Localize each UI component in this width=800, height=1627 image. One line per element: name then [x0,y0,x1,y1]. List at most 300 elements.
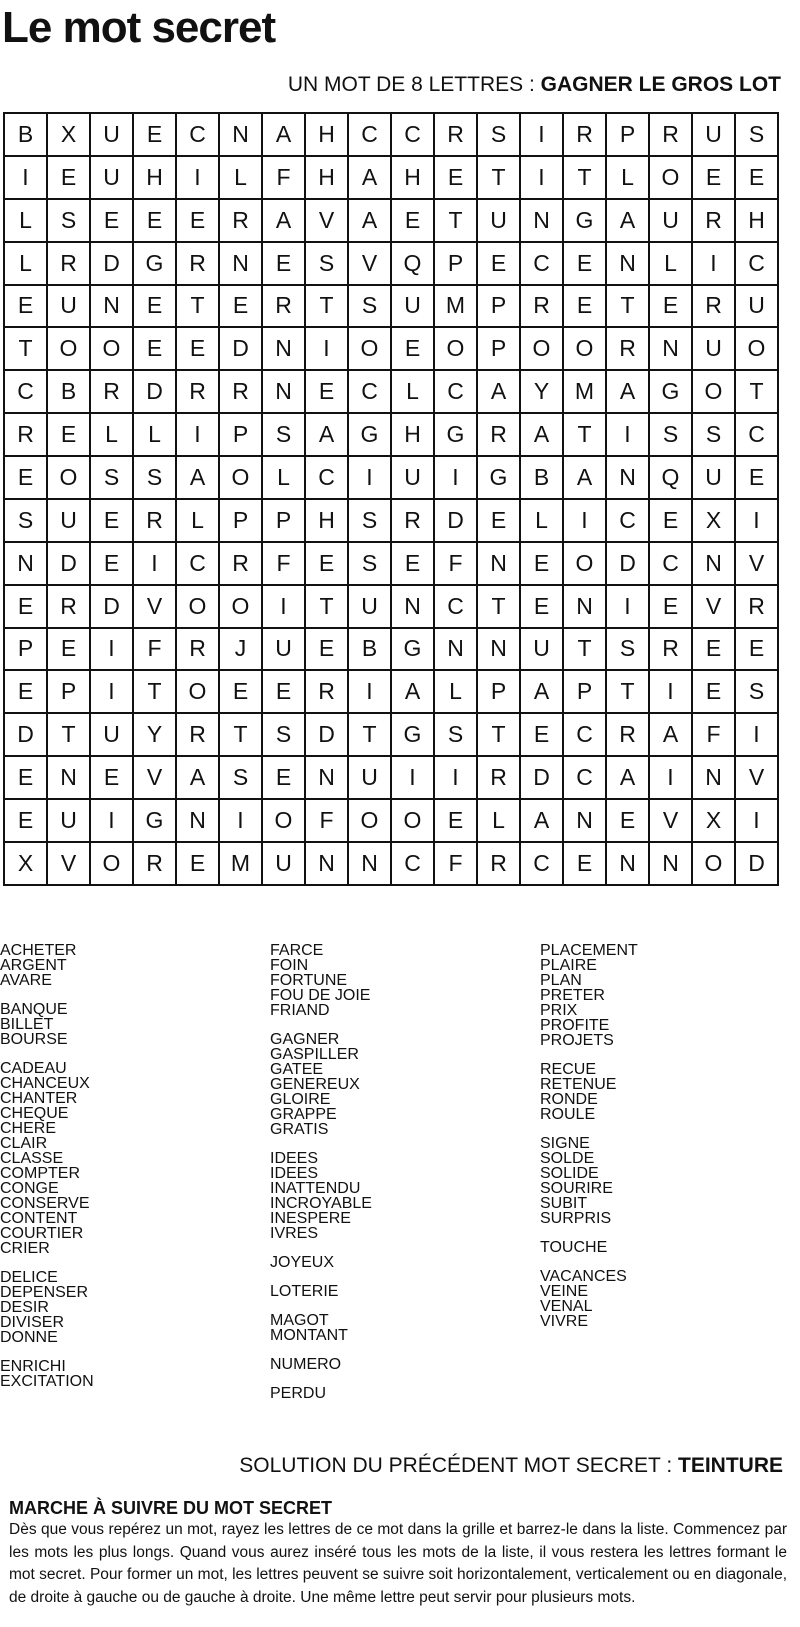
grid-cell[interactable]: E [735,156,778,199]
grid-cell[interactable]: N [649,842,692,885]
grid-cell[interactable]: R [606,713,649,756]
word-item[interactable]: ARGENT [0,957,67,974]
grid-cell[interactable]: D [520,756,563,799]
grid-cell[interactable]: P [219,413,262,456]
word-item[interactable]: BILLET [0,1016,54,1033]
grid-cell[interactable]: N [47,756,90,799]
word-item[interactable]: MONTANT [270,1327,348,1344]
grid-cell[interactable]: A [348,156,391,199]
grid-cell[interactable]: A [649,713,692,756]
grid-cell[interactable]: R [176,242,219,285]
grid-cell[interactable]: E [649,499,692,542]
grid-cell[interactable]: D [47,542,90,585]
grid-cell[interactable]: S [692,413,735,456]
grid-cell[interactable]: V [692,585,735,628]
grid-cell[interactable]: I [563,499,606,542]
grid-cell[interactable]: O [735,327,778,370]
grid-cell[interactable]: P [434,242,477,285]
grid-cell[interactable]: E [133,199,176,242]
grid-cell[interactable]: T [348,713,391,756]
grid-cell[interactable]: D [219,327,262,370]
grid-cell[interactable]: O [47,456,90,499]
word-item[interactable]: INATTENDU [270,1180,361,1197]
grid-cell[interactable]: A [606,199,649,242]
grid-cell[interactable]: S [477,113,520,156]
grid-cell[interactable]: C [735,413,778,456]
grid-cell[interactable]: A [606,756,649,799]
grid-cell[interactable]: U [262,842,305,885]
grid-cell[interactable]: N [563,799,606,842]
grid-cell[interactable]: P [606,113,649,156]
grid-cell[interactable]: R [735,585,778,628]
word-item[interactable]: GASPILLER [270,1046,359,1063]
word-item[interactable]: INCROYABLE [270,1195,372,1212]
grid-cell[interactable]: F [434,542,477,585]
grid-cell[interactable]: C [176,113,219,156]
grid-cell[interactable]: C [606,499,649,542]
grid-cell[interactable]: R [649,113,692,156]
word-item[interactable]: GRAPPE [270,1106,337,1123]
grid-cell[interactable]: A [348,199,391,242]
grid-cell[interactable]: H [735,199,778,242]
word-item[interactable]: ROULE [540,1106,596,1123]
grid-cell[interactable]: C [348,370,391,413]
grid-cell[interactable]: H [391,156,434,199]
grid-cell[interactable]: E [649,285,692,328]
grid-cell[interactable]: V [305,199,348,242]
grid-cell[interactable]: C [735,242,778,285]
word-item[interactable]: CHANTER [0,1090,78,1107]
grid-cell[interactable]: H [305,113,348,156]
grid-cell[interactable]: R [477,413,520,456]
word-item[interactable]: CLAIR [0,1135,48,1152]
grid-cell[interactable]: E [90,199,133,242]
grid-cell[interactable]: C [520,842,563,885]
grid-cell[interactable]: A [477,370,520,413]
word-item[interactable]: FRIAND [270,1002,330,1019]
grid-cell[interactable]: E [735,456,778,499]
grid-cell[interactable]: D [735,842,778,885]
grid-cell[interactable]: L [520,499,563,542]
grid-cell[interactable]: S [649,413,692,456]
grid-cell[interactable]: L [4,199,47,242]
word-item[interactable]: SUBIT [540,1195,588,1212]
word-item[interactable]: GLOIRE [270,1091,331,1108]
word-item[interactable]: FARCE [270,942,324,959]
grid-cell[interactable]: U [348,585,391,628]
grid-cell[interactable]: E [563,242,606,285]
grid-cell[interactable]: I [262,585,305,628]
grid-cell[interactable]: A [262,199,305,242]
word-item[interactable]: COURTIER [0,1225,84,1242]
grid-cell[interactable]: F [305,799,348,842]
grid-cell[interactable]: V [47,842,90,885]
grid-cell[interactable]: E [692,156,735,199]
word-item[interactable]: VENAL [540,1298,593,1315]
grid-cell[interactable]: E [47,628,90,671]
grid-cell[interactable]: I [90,799,133,842]
grid-cell[interactable]: E [90,756,133,799]
grid-cell[interactable]: T [305,285,348,328]
grid-cell[interactable]: T [4,327,47,370]
grid-cell[interactable]: N [305,842,348,885]
grid-cell[interactable]: I [649,670,692,713]
grid-cell[interactable]: T [563,413,606,456]
grid-cell[interactable]: V [649,799,692,842]
grid-cell[interactable]: E [520,713,563,756]
grid-cell[interactable]: Y [133,713,176,756]
grid-cell[interactable]: R [692,285,735,328]
word-item[interactable]: IDEES [270,1150,319,1167]
grid-cell[interactable]: E [262,756,305,799]
grid-cell[interactable]: F [262,542,305,585]
word-item[interactable]: PROFITE [540,1017,610,1034]
grid-cell[interactable]: R [47,242,90,285]
grid-cell[interactable]: R [176,713,219,756]
grid-cell[interactable]: S [262,713,305,756]
grid-cell[interactable]: E [606,799,649,842]
grid-cell[interactable]: O [176,670,219,713]
grid-cell[interactable]: G [434,413,477,456]
word-item[interactable]: CRIER [0,1240,50,1257]
grid-cell[interactable]: C [391,842,434,885]
grid-cell[interactable]: E [391,542,434,585]
grid-cell[interactable]: L [176,499,219,542]
word-item[interactable]: TOUCHE [540,1239,608,1256]
grid-cell[interactable]: D [434,499,477,542]
grid-cell[interactable]: Q [649,456,692,499]
grid-cell[interactable]: E [692,628,735,671]
grid-cell[interactable]: O [692,370,735,413]
grid-cell[interactable]: L [434,670,477,713]
word-item[interactable]: IDEES [270,1165,319,1182]
grid-cell[interactable]: I [90,670,133,713]
grid-cell[interactable]: V [133,756,176,799]
word-item[interactable]: RONDE [540,1091,598,1108]
grid-cell[interactable]: R [606,327,649,370]
grid-cell[interactable]: E [391,327,434,370]
grid-cell[interactable]: I [434,756,477,799]
grid-cell[interactable]: T [47,713,90,756]
grid-cell[interactable]: E [563,842,606,885]
grid-cell[interactable]: E [305,370,348,413]
grid-cell[interactable]: N [4,542,47,585]
grid-cell[interactable]: N [606,842,649,885]
grid-cell[interactable]: U [692,327,735,370]
grid-cell[interactable]: E [133,113,176,156]
word-item[interactable]: FOIN [270,957,309,974]
grid-cell[interactable]: G [133,799,176,842]
grid-cell[interactable]: S [735,670,778,713]
grid-cell[interactable]: U [348,756,391,799]
grid-cell[interactable]: E [692,670,735,713]
grid-cell[interactable]: G [348,413,391,456]
grid-cell[interactable]: R [563,113,606,156]
grid-cell[interactable]: U [649,199,692,242]
grid-cell[interactable]: T [434,199,477,242]
word-item[interactable]: NUMERO [270,1356,342,1373]
grid-cell[interactable]: D [305,713,348,756]
grid-cell[interactable]: U [520,628,563,671]
grid-cell[interactable]: O [219,456,262,499]
grid-cell[interactable]: L [606,156,649,199]
grid-cell[interactable]: R [305,670,348,713]
grid-cell[interactable]: Y [520,370,563,413]
word-item[interactable]: CONTENT [0,1210,78,1227]
word-item[interactable]: AVARE [0,972,52,989]
grid-cell[interactable]: S [47,199,90,242]
grid-cell[interactable]: L [477,799,520,842]
grid-cell[interactable]: A [305,413,348,456]
grid-cell[interactable]: N [176,799,219,842]
grid-cell[interactable]: E [176,327,219,370]
word-item[interactable]: IVRES [270,1225,319,1242]
grid-cell[interactable]: B [47,370,90,413]
word-item[interactable]: VIVRE [540,1313,589,1330]
grid-cell[interactable]: I [735,799,778,842]
grid-cell[interactable]: A [520,799,563,842]
grid-cell[interactable]: V [735,756,778,799]
grid-cell[interactable]: N [649,327,692,370]
grid-cell[interactable]: M [219,842,262,885]
grid-cell[interactable]: E [4,585,47,628]
grid-cell[interactable]: S [4,499,47,542]
grid-cell[interactable]: E [305,542,348,585]
grid-cell[interactable]: A [520,413,563,456]
grid-cell[interactable]: E [391,199,434,242]
grid-cell[interactable]: O [391,799,434,842]
grid-cell[interactable]: U [735,285,778,328]
grid-cell[interactable]: N [262,370,305,413]
grid-cell[interactable]: G [649,370,692,413]
grid-cell[interactable]: A [262,113,305,156]
word-item[interactable]: PLAIRE [540,957,597,974]
grid-cell[interactable]: T [477,585,520,628]
grid-cell[interactable]: S [606,628,649,671]
grid-cell[interactable]: U [391,285,434,328]
grid-cell[interactable]: E [90,542,133,585]
grid-cell[interactable]: R [219,542,262,585]
grid-cell[interactable]: L [90,413,133,456]
grid-cell[interactable]: V [133,585,176,628]
grid-cell[interactable]: D [606,542,649,585]
grid-cell[interactable]: O [692,842,735,885]
grid-cell[interactable]: I [606,413,649,456]
grid-cell[interactable]: P [262,499,305,542]
grid-cell[interactable]: D [133,370,176,413]
grid-cell[interactable]: U [47,499,90,542]
grid-cell[interactable]: N [563,585,606,628]
grid-cell[interactable]: E [47,413,90,456]
grid-cell[interactable]: B [4,113,47,156]
grid-cell[interactable]: O [348,799,391,842]
grid-cell[interactable]: I [649,756,692,799]
word-item[interactable]: BOURSE [0,1031,68,1048]
grid-cell[interactable]: E [4,756,47,799]
grid-cell[interactable]: O [47,327,90,370]
grid-cell[interactable]: S [262,413,305,456]
word-item[interactable]: PLAN [540,972,582,989]
word-item[interactable]: PLACEMENT [540,942,638,959]
grid-cell[interactable]: R [477,842,520,885]
grid-cell[interactable]: E [4,456,47,499]
grid-cell[interactable]: L [391,370,434,413]
grid-cell[interactable]: T [735,370,778,413]
word-item[interactable]: INESPERE [270,1210,351,1227]
grid-cell[interactable]: T [219,713,262,756]
grid-cell[interactable]: A [176,456,219,499]
grid-cell[interactable]: R [133,842,176,885]
word-item[interactable]: LOTERIE [270,1283,339,1300]
grid-cell[interactable]: I [692,242,735,285]
word-item[interactable]: DIVISER [0,1314,65,1331]
grid-cell[interactable]: R [47,585,90,628]
grid-cell[interactable]: B [520,456,563,499]
grid-cell[interactable]: F [262,156,305,199]
grid-cell[interactable]: E [305,628,348,671]
grid-cell[interactable]: U [90,713,133,756]
grid-cell[interactable]: I [735,713,778,756]
grid-cell[interactable]: L [649,242,692,285]
grid-cell[interactable]: E [4,285,47,328]
grid-cell[interactable]: I [606,585,649,628]
word-item[interactable]: SOLIDE [540,1165,599,1182]
word-item[interactable]: BANQUE [0,1001,68,1018]
grid-cell[interactable]: N [434,628,477,671]
grid-cell[interactable]: U [90,156,133,199]
grid-cell[interactable]: N [606,242,649,285]
grid-cell[interactable]: X [692,799,735,842]
grid-cell[interactable]: R [4,413,47,456]
word-item[interactable]: SOLDE [540,1150,595,1167]
grid-cell[interactable]: T [563,156,606,199]
grid-cell[interactable]: I [133,542,176,585]
grid-cell[interactable]: I [348,670,391,713]
grid-cell[interactable]: S [735,113,778,156]
grid-cell[interactable]: R [219,199,262,242]
grid-cell[interactable]: A [176,756,219,799]
grid-cell[interactable]: C [563,713,606,756]
word-item[interactable]: GENEREUX [270,1076,360,1093]
grid-cell[interactable]: H [305,156,348,199]
grid-cell[interactable]: F [133,628,176,671]
grid-cell[interactable]: O [563,542,606,585]
grid-cell[interactable]: R [90,370,133,413]
grid-cell[interactable]: E [176,842,219,885]
word-item[interactable]: CADEAU [0,1060,67,1077]
word-item[interactable]: CONGE [0,1180,59,1197]
grid-cell[interactable]: T [606,670,649,713]
word-item[interactable]: PRETER [540,987,605,1004]
grid-cell[interactable]: R [520,285,563,328]
grid-cell[interactable]: C [649,542,692,585]
grid-cell[interactable]: E [133,327,176,370]
grid-cell[interactable]: T [133,670,176,713]
grid-cell[interactable]: E [477,499,520,542]
word-item[interactable]: CHEQUE [0,1105,69,1122]
grid-cell[interactable]: H [391,413,434,456]
grid-cell[interactable]: N [219,242,262,285]
grid-cell[interactable]: P [47,670,90,713]
grid-cell[interactable]: O [563,327,606,370]
grid-cell[interactable]: N [477,628,520,671]
grid-cell[interactable]: E [176,199,219,242]
grid-cell[interactable]: R [477,756,520,799]
word-item[interactable]: FORTUNE [270,972,348,989]
word-item[interactable]: VACANCES [540,1268,627,1285]
grid-cell[interactable]: J [219,628,262,671]
grid-cell[interactable]: I [305,327,348,370]
grid-cell[interactable]: X [4,842,47,885]
grid-cell[interactable]: O [90,327,133,370]
grid-cell[interactable]: P [4,628,47,671]
grid-cell[interactable]: V [735,542,778,585]
grid-cell[interactable]: N [520,199,563,242]
grid-cell[interactable]: E [262,670,305,713]
grid-cell[interactable]: N [90,285,133,328]
grid-cell[interactable]: C [348,113,391,156]
grid-cell[interactable]: A [520,670,563,713]
word-item[interactable]: CONSERVE [0,1195,90,1212]
grid-cell[interactable]: T [176,285,219,328]
grid-cell[interactable]: S [434,713,477,756]
grid-cell[interactable]: C [434,585,477,628]
word-item[interactable]: RECUE [540,1061,597,1078]
grid-cell[interactable]: E [649,585,692,628]
grid-cell[interactable]: P [563,670,606,713]
grid-cell[interactable]: C [176,542,219,585]
word-item[interactable]: FOU DE JOIE [270,987,371,1004]
word-item[interactable]: DEPENSER [0,1284,89,1301]
grid-cell[interactable]: O [348,327,391,370]
word-item[interactable]: GAGNER [270,1031,340,1048]
grid-cell[interactable]: R [649,628,692,671]
grid-cell[interactable]: D [90,242,133,285]
grid-cell[interactable]: I [520,113,563,156]
grid-cell[interactable]: D [4,713,47,756]
grid-cell[interactable]: L [133,413,176,456]
grid-cell[interactable]: T [563,628,606,671]
grid-cell[interactable]: S [305,242,348,285]
grid-cell[interactable]: E [262,242,305,285]
grid-cell[interactable]: H [305,499,348,542]
grid-cell[interactable]: C [391,113,434,156]
grid-cell[interactable]: E [219,285,262,328]
grid-cell[interactable]: I [90,628,133,671]
grid-cell[interactable]: R [692,199,735,242]
word-item[interactable]: SIGNE [540,1135,590,1152]
grid-cell[interactable]: U [90,113,133,156]
grid-cell[interactable]: N [606,456,649,499]
grid-cell[interactable]: R [434,113,477,156]
grid-cell[interactable]: G [563,199,606,242]
word-item[interactable]: GRATIS [270,1121,329,1138]
grid-cell[interactable]: R [176,370,219,413]
word-item[interactable]: ACHETER [0,942,77,959]
grid-cell[interactable]: E [47,156,90,199]
word-item[interactable]: CHANCEUX [0,1075,90,1092]
grid-cell[interactable]: S [133,456,176,499]
grid-cell[interactable]: P [477,670,520,713]
grid-cell[interactable]: T [477,713,520,756]
grid-cell[interactable]: A [391,670,434,713]
grid-cell[interactable]: E [520,585,563,628]
grid-cell[interactable]: B [348,628,391,671]
grid-cell[interactable]: U [692,113,735,156]
grid-cell[interactable]: E [434,156,477,199]
grid-cell[interactable]: Q [391,242,434,285]
word-item[interactable]: ENRICHI [0,1358,66,1375]
